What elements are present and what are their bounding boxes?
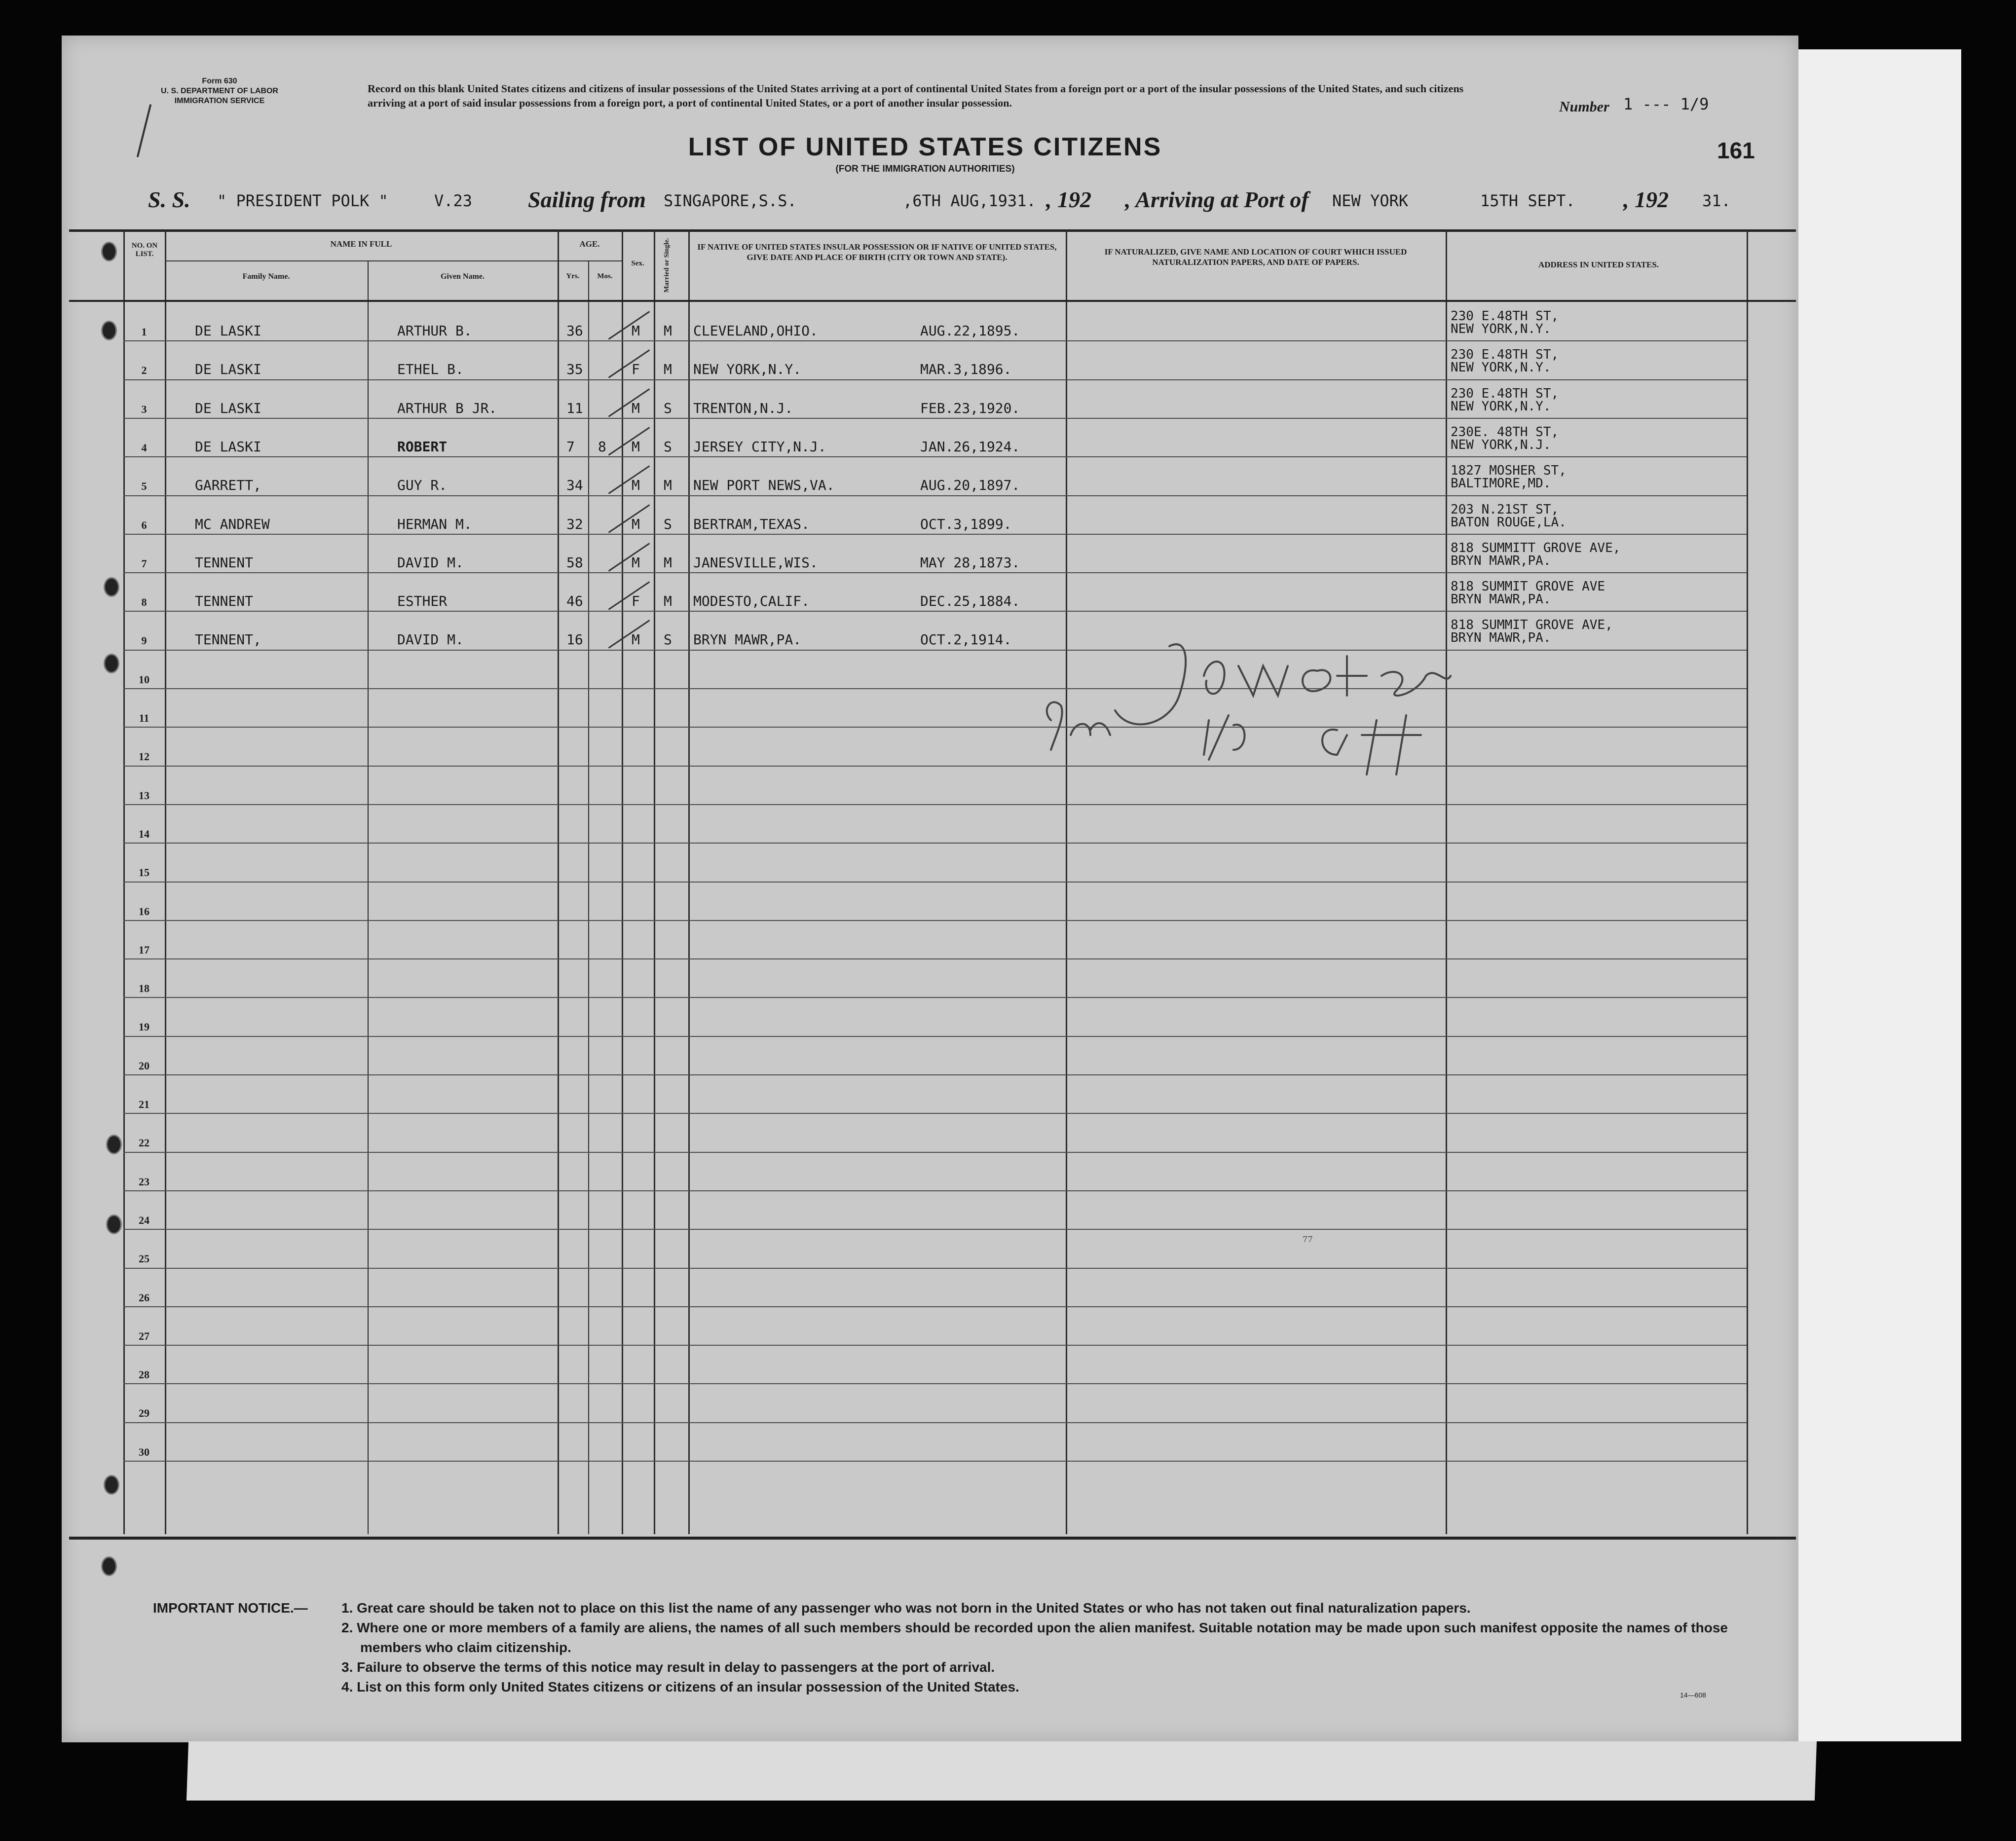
marital-status-cell: S bbox=[664, 439, 672, 455]
row-line bbox=[123, 1152, 1747, 1153]
address-street-cell: 203 N.21ST ST, bbox=[1451, 502, 1559, 517]
row-number: 26 bbox=[139, 1291, 149, 1304]
page-title: LIST OF UNITED STATES CITIZENS bbox=[688, 133, 1162, 161]
given-name-cell: ARTHUR B. bbox=[397, 323, 472, 339]
col-line bbox=[368, 261, 369, 1534]
number-label: Number bbox=[1559, 99, 1609, 115]
address-city-cell: NEW YORK,N.Y. bbox=[1451, 322, 1551, 336]
birth-place-cell: NEW YORK,N.Y. bbox=[693, 361, 802, 377]
row-line bbox=[123, 379, 1747, 380]
row-number: 20 bbox=[139, 1060, 149, 1072]
row-line bbox=[123, 1190, 1747, 1191]
row-line bbox=[123, 572, 1747, 573]
birth-date-cell: AUG.20,1897. bbox=[920, 477, 1020, 493]
row-number: 6 bbox=[141, 519, 147, 531]
binder-hole bbox=[106, 1215, 122, 1234]
row-number: 15 bbox=[139, 866, 149, 879]
row-number: 28 bbox=[139, 1368, 149, 1381]
arriving-year-label: , 192 bbox=[1623, 187, 1669, 212]
row-number: 4 bbox=[141, 442, 147, 454]
sailing-label: Sailing from bbox=[528, 187, 646, 212]
pencil-mark: ⁷⁷ bbox=[1303, 1233, 1313, 1250]
sheet-stamp-number: 161 bbox=[1717, 138, 1755, 163]
row-line bbox=[123, 688, 1747, 689]
col-line bbox=[1747, 229, 1748, 1534]
birth-place-cell: CLEVELAND,OHIO. bbox=[693, 323, 818, 339]
voyage-number: V.23 bbox=[434, 191, 473, 210]
family-name-cell: TENNENT bbox=[195, 593, 254, 609]
row-number: 27 bbox=[139, 1330, 149, 1342]
sex-cell: M bbox=[632, 323, 640, 339]
row-line bbox=[123, 1383, 1747, 1384]
sex-cell: M bbox=[632, 400, 640, 416]
row-number: 9 bbox=[141, 634, 147, 647]
row-line bbox=[123, 843, 1747, 844]
family-name-cell: DE LASKI bbox=[195, 439, 261, 455]
sex-cell: M bbox=[632, 439, 640, 455]
given-name-cell: ROBERT bbox=[397, 439, 448, 455]
row-number: 22 bbox=[139, 1137, 149, 1149]
sex-cell: F bbox=[632, 361, 640, 377]
given-name-cell: GUY R. bbox=[397, 477, 448, 493]
header-married-single: Married or Single. bbox=[663, 238, 671, 293]
header-given-name: Given Name. bbox=[441, 272, 485, 281]
row-number: 7 bbox=[141, 557, 147, 570]
header-bottom-line bbox=[69, 300, 1796, 302]
row-line bbox=[123, 958, 1747, 959]
binder-hole bbox=[104, 654, 119, 673]
notice-item: 2. Where one or more members of a family are aliens, the names of all such members should be recorded upon the alien manifest. Suitable notation may be made upon such manifest opposite the names of those members who claim citizenship. bbox=[341, 1620, 1728, 1655]
arriving-port: NEW YORK bbox=[1332, 191, 1409, 210]
row-line bbox=[123, 920, 1747, 921]
row-number: 10 bbox=[139, 673, 149, 686]
birth-date-cell: MAR.3,1896. bbox=[920, 361, 1012, 377]
family-name-cell: GARRETT, bbox=[195, 477, 261, 493]
row-line bbox=[123, 1036, 1747, 1037]
row-line bbox=[123, 1422, 1747, 1423]
birth-place-cell: MODESTO,CALIF. bbox=[693, 593, 810, 609]
address-street-cell: 230 E.48TH ST, bbox=[1451, 386, 1559, 401]
form-instructions: Record on this blank United States citizens and citizens of insular possessions of the United States arriving at a port of continental United States from a foreign port or a port of the insular possessions of the United States, and such citizens arriving at a port of said insular possessions from a foreign port, a port of continental United States, or a port of another insular possession. bbox=[368, 82, 1464, 109]
row-line bbox=[123, 650, 1747, 651]
header-mos: Mos. bbox=[597, 272, 613, 280]
family-name-cell: DE LASKI bbox=[195, 323, 261, 339]
birth-date-cell: OCT.3,1899. bbox=[920, 516, 1012, 532]
binder-hole bbox=[101, 242, 117, 261]
service-name: IMMIGRATION SERVICE bbox=[174, 97, 265, 105]
header-yrs: Yrs. bbox=[566, 272, 580, 280]
form-code: 14—608 bbox=[1680, 1691, 1706, 1699]
row-number: 23 bbox=[139, 1176, 149, 1188]
address-street-cell: 1827 MOSHER ST, bbox=[1451, 463, 1567, 478]
marital-status-cell: S bbox=[664, 516, 672, 532]
ship-name: " PRESIDENT POLK " bbox=[217, 191, 388, 210]
marital-status-cell: S bbox=[664, 400, 672, 416]
sub-header-line bbox=[165, 260, 558, 261]
family-name-cell: DE LASKI bbox=[195, 400, 261, 416]
row-line bbox=[123, 1345, 1747, 1346]
binder-hole bbox=[106, 1135, 122, 1154]
given-name-cell: DAVID M. bbox=[397, 631, 464, 648]
birth-date-cell: JAN.26,1924. bbox=[920, 439, 1020, 455]
row-line bbox=[123, 418, 1747, 419]
row-number: 11 bbox=[139, 712, 149, 724]
binder-hole bbox=[101, 1556, 117, 1576]
sex-cell: M bbox=[632, 631, 640, 648]
important-notice bbox=[153, 1598, 1781, 1697]
notice-item: 1. Great care should be taken not to place on this list the name of any passenger who was not born in the United States or who has not taken out final naturalization papers. bbox=[341, 1600, 1471, 1616]
birth-date-cell: OCT.2,1914. bbox=[920, 631, 1012, 648]
notice-items bbox=[153, 1598, 1781, 1697]
marital-status-cell: M bbox=[664, 593, 672, 609]
address-street-cell: 230E. 48TH ST, bbox=[1451, 425, 1559, 440]
given-name-cell: ARTHUR B JR. bbox=[397, 400, 497, 416]
given-name-cell: ETHEL B. bbox=[397, 361, 464, 377]
inspector-signature bbox=[1041, 636, 1485, 784]
row-number: 13 bbox=[139, 789, 149, 802]
row-line bbox=[123, 1229, 1747, 1230]
sex-cell: F bbox=[632, 593, 640, 609]
birth-date-cell: FEB.23,1920. bbox=[920, 400, 1020, 416]
row-number: 3 bbox=[141, 403, 147, 415]
header-name-in-full: NAME IN FULL bbox=[330, 239, 392, 249]
sailing-from: SINGAPORE,S.S. bbox=[664, 191, 797, 210]
row-number: 30 bbox=[139, 1446, 149, 1458]
notice-lead: IMPORTANT NOTICE.— bbox=[153, 1600, 308, 1616]
row-line bbox=[123, 727, 1747, 728]
birth-date-cell: DEC.25,1884. bbox=[920, 593, 1020, 609]
age-months-cell: 8 bbox=[598, 439, 606, 455]
family-name-cell: TENNENT bbox=[195, 554, 254, 571]
address-city-cell: BATON ROUGE,LA. bbox=[1451, 515, 1567, 530]
birth-date-cell: AUG.22,1895. bbox=[920, 323, 1020, 339]
address-city-cell: BRYN MAWR,PA. bbox=[1451, 553, 1551, 568]
age-years-cell: 58 bbox=[566, 554, 583, 571]
row-line bbox=[123, 882, 1747, 883]
age-years-cell: 16 bbox=[566, 631, 583, 648]
header-no-on-list: NO. ON LIST. bbox=[131, 242, 158, 258]
birth-place-cell: BERTRAM,TEXAS. bbox=[693, 516, 810, 532]
row-line bbox=[123, 495, 1747, 496]
number-value: 1 --- 1/9 bbox=[1623, 95, 1709, 113]
arriving-label: , Arriving at Port of bbox=[1125, 187, 1309, 212]
col-line bbox=[588, 261, 589, 1534]
age-years-cell: 7 bbox=[566, 439, 575, 455]
row-line bbox=[123, 611, 1747, 612]
row-line bbox=[123, 1461, 1747, 1462]
arriving-date: 15TH SEPT. bbox=[1480, 191, 1575, 210]
row-number: 25 bbox=[139, 1252, 149, 1265]
notice-item: 3. Failure to observe the terms of this notice may result in delay to passengers at the port of arrival. bbox=[341, 1659, 995, 1675]
form-number: Form 630 bbox=[202, 77, 237, 85]
row-line bbox=[123, 804, 1747, 805]
birth-place-cell: NEW PORT NEWS,VA. bbox=[693, 477, 835, 493]
underlying-sheet bbox=[187, 1741, 1817, 1801]
row-number: 2 bbox=[141, 364, 147, 376]
sub-header-line bbox=[558, 260, 622, 261]
age-years-cell: 46 bbox=[566, 593, 583, 609]
address-street-cell: 818 SUMMIT GROVE AVE, bbox=[1451, 618, 1613, 632]
department-name: U. S. DEPARTMENT OF LABOR bbox=[161, 87, 278, 95]
row-line bbox=[123, 1074, 1747, 1075]
age-years-cell: 11 bbox=[566, 400, 583, 416]
header-naturalized: IF NATURALIZED, GIVE NAME AND LOCATION OF COURT WHICH ISSUED NATURALIZATION PAPERS, AND DATE OF PAPERS. bbox=[1104, 247, 1407, 267]
address-city-cell: NEW YORK,N.Y. bbox=[1451, 360, 1551, 375]
row-line bbox=[123, 1268, 1747, 1269]
ss-label: S. S. bbox=[148, 187, 190, 212]
notice-item: 4. List on this form only United States citizens or citizens of an insular possession of the United States. bbox=[341, 1679, 1019, 1694]
birth-place-cell: JANESVILLE,WIS. bbox=[693, 554, 818, 571]
binder-hole bbox=[101, 321, 117, 340]
age-years-cell: 32 bbox=[566, 516, 583, 532]
address-street-cell: 230 E.48TH ST, bbox=[1451, 309, 1559, 324]
row-number: 14 bbox=[139, 828, 149, 840]
row-number: 5 bbox=[141, 480, 147, 492]
arriving-year-value: 31. bbox=[1702, 191, 1731, 210]
marital-status-cell: M bbox=[664, 554, 672, 571]
row-line bbox=[123, 456, 1747, 457]
row-number: 24 bbox=[139, 1214, 149, 1226]
row-number: 21 bbox=[139, 1098, 149, 1110]
family-name-cell: DE LASKI bbox=[195, 361, 261, 377]
sex-cell: M bbox=[632, 516, 640, 532]
sheet-edge bbox=[1798, 49, 1961, 1741]
address-city-cell: NEW YORK,N.J. bbox=[1451, 438, 1551, 452]
binder-hole bbox=[104, 1475, 119, 1495]
sailing-date: ,6TH AUG,1931. bbox=[903, 191, 1036, 210]
header-sex: Sex. bbox=[631, 259, 644, 267]
sex-cell: M bbox=[632, 477, 640, 493]
age-years-cell: 35 bbox=[566, 361, 583, 377]
row-number: 1 bbox=[141, 326, 147, 338]
row-number: 8 bbox=[141, 596, 147, 608]
birth-place-cell: BRYN MAWR,PA. bbox=[693, 631, 802, 648]
given-name-cell: HERMAN M. bbox=[397, 516, 472, 532]
family-name-cell: TENNENT, bbox=[195, 631, 261, 648]
family-name-cell: MC ANDREW bbox=[195, 516, 270, 532]
marital-status-cell: M bbox=[664, 361, 672, 377]
marital-status-cell: M bbox=[664, 323, 672, 339]
row-number: 17 bbox=[139, 944, 149, 956]
row-line bbox=[123, 997, 1747, 998]
birth-place-cell: TRENTON,N.J. bbox=[693, 400, 793, 416]
address-city-cell: BALTIMORE,MD. bbox=[1451, 476, 1551, 491]
header-address: ADDRESS IN UNITED STATES. bbox=[1538, 260, 1659, 269]
marital-status-cell: S bbox=[664, 631, 672, 648]
header-age: AGE. bbox=[579, 239, 600, 249]
age-years-cell: 36 bbox=[566, 323, 583, 339]
age-years-cell: 34 bbox=[566, 477, 583, 493]
marital-status-cell: M bbox=[664, 477, 672, 493]
header-family-name: Family Name. bbox=[242, 272, 290, 281]
row-number: 18 bbox=[139, 982, 149, 994]
row-number: 19 bbox=[139, 1021, 149, 1033]
row-line bbox=[123, 1113, 1747, 1114]
row-number: 12 bbox=[139, 750, 149, 763]
address-city-cell: NEW YORK,N.Y. bbox=[1451, 399, 1551, 414]
birth-date-cell: MAY 28,1873. bbox=[920, 554, 1020, 571]
address-street-cell: 818 SUMMIT GROVE AVE bbox=[1451, 579, 1605, 594]
row-line bbox=[123, 534, 1747, 535]
address-street-cell: 818 SUMMITT GROVE AVE, bbox=[1451, 541, 1621, 555]
address-city-cell: BRYN MAWR,PA. bbox=[1451, 592, 1551, 607]
sailing-year-label: , 192 bbox=[1046, 187, 1091, 212]
header-birth: IF NATIVE OF UNITED STATES INSULAR POSSESSION OR IF NATIVE OF UNITED STATES, GIVE DATE AND PLACE OF BIRTH (CITY OR TOWN AND STATE). bbox=[697, 242, 1057, 262]
address-street-cell: 230 E.48TH ST, bbox=[1451, 347, 1559, 362]
row-line bbox=[123, 340, 1747, 341]
page-subtitle: (FOR THE IMMIGRATION AUTHORITIES) bbox=[835, 164, 1015, 174]
row-line bbox=[123, 766, 1747, 767]
address-city-cell: BRYN MAWR,PA. bbox=[1451, 630, 1551, 645]
given-name-cell: DAVID M. bbox=[397, 554, 464, 571]
row-line bbox=[123, 1306, 1747, 1307]
row-number: 29 bbox=[139, 1407, 149, 1419]
given-name-cell: ESTHER bbox=[397, 593, 448, 609]
sex-cell: M bbox=[632, 554, 640, 571]
binder-hole bbox=[104, 577, 119, 597]
row-number: 16 bbox=[139, 905, 149, 918]
form-identification bbox=[131, 76, 308, 106]
birth-place-cell: JERSEY CITY,N.J. bbox=[693, 439, 826, 455]
